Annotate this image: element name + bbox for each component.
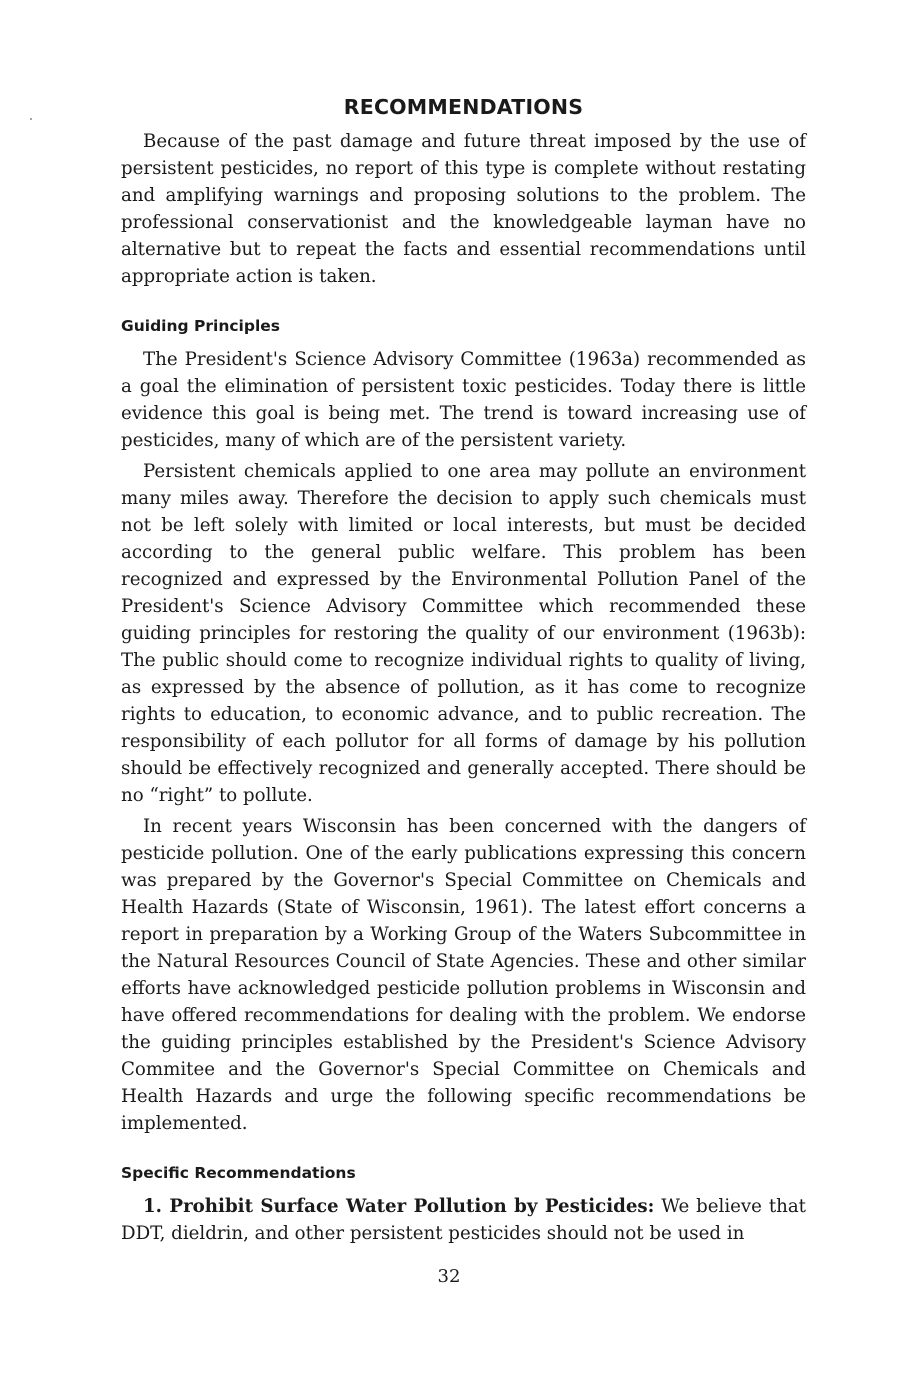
recommendation-item-1-text: We believe that DDT, dieldrin, and other persistent pesticides should not be used in [121, 1196, 806, 1244]
section-heading-specific-recommendations: Specific Recommendations [121, 1164, 356, 1182]
document-page [121, 90, 806, 1251]
guiding-paragraph-2: Persistent chemicals applied to one area may pollute an environment many miles away. Therefore the decision to apply such chemicals must not be left solely with limited or local interests, but must be decided according to the general public welfare. This problem has been recognized and expressed by the Environmental Pollution Panel of the President's Science Advisory Committee which recommended these guiding principles for restoring the quality of our environment (1963b): The public should come to recognize individual rights to quality of living, as expressed by the absence of pollution, as it has come to recognize rights to education, to economic advance, and to public recreation. The responsibility of each pollutor for all forms of damage by his pollution should be effectively recognized and generally accepted. There should be no “right” to pollute. [121, 461, 806, 806]
intro-paragraph: Because of the past damage and future threat imposed by the use of persistent pesticides, no report of this type is complete without restating and amplifying warnings and proposing solutions to the problem. The professional conservationist and the knowledgeable layman have no alternative but to repeat the facts and essential recommendations until appropriate action is taken. [121, 131, 806, 287]
page-number: 32 [437, 1266, 461, 1287]
guiding-paragraph-3: In recent years Wisconsin has been concerned with the dangers of pesticide pollution. One of the early publications expressing this concern was prepared by the Governor's Special Committee on Chemicals and Health Hazards (State of Wisconsin, 1961). The latest effort concerns a report in preparation by a Working Group of the Waters Subcommittee in the Natural Resources Council of State Agencies. These and other similar efforts have acknowledged pesticide pollution problems in Wisconsin and have offered recommendations for dealing with the problem. We endorse the guiding principles established by the President's Science Advisory Commitee and the Governor's Special Committee on Chemicals and Health Hazards and urge the following specific recommendations be implemented. [121, 816, 806, 1134]
recommendation-item-1 [121, 1193, 806, 1247]
recommendation-item-1-lead: 1. Prohibit Surface Water Pollution by Pesticides: [143, 1196, 655, 1217]
page-title: RECOMMENDATIONS [343, 95, 584, 119]
guiding-paragraph-1: The President's Science Advisory Committee (1963a) recommended as a goal the elimination of persistent toxic pesticides. Today there is little evidence this goal is being met. The trend is toward increasing use of pesticides, many of which are of the persistent variety. [121, 349, 806, 451]
section-heading-guiding-principles: Guiding Principles [121, 317, 281, 335]
scan-speck [30, 118, 32, 120]
